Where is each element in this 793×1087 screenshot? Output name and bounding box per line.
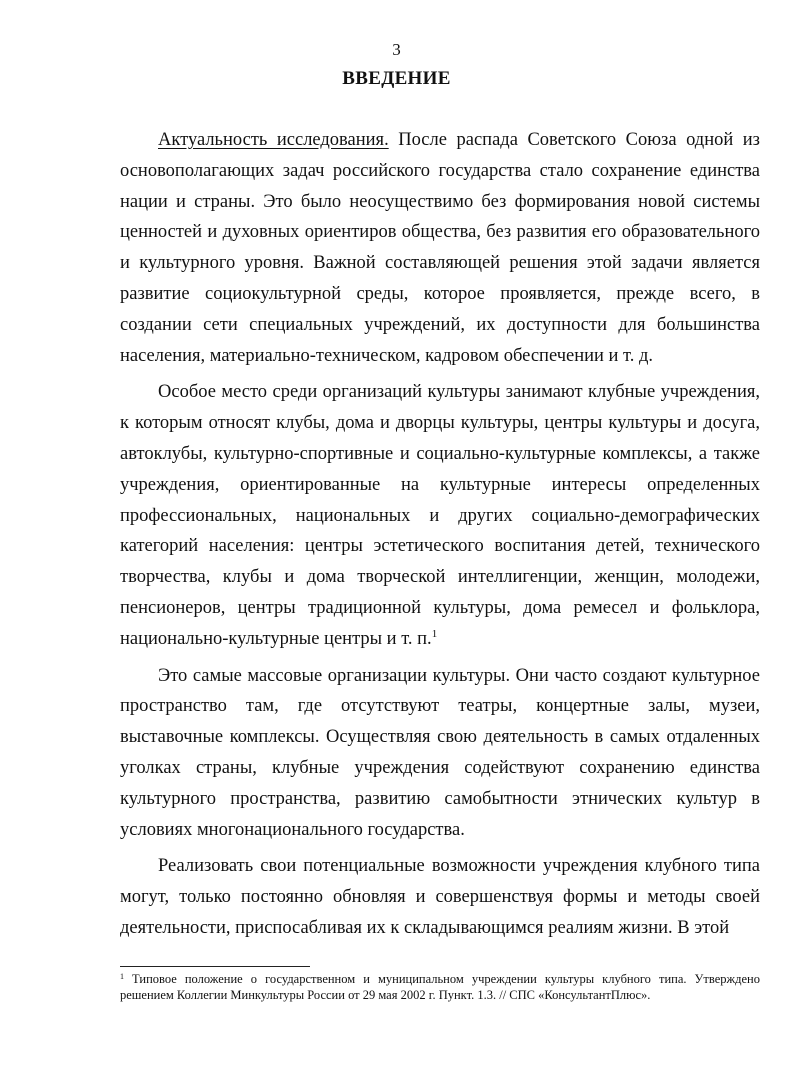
paragraph-lead: Актуальность исследования. — [158, 130, 389, 150]
footnote-reference: 1 — [431, 627, 438, 640]
footnote-marker: 1 — [120, 972, 124, 981]
body-text — [120, 125, 760, 944]
paragraph — [120, 377, 760, 654]
paragraph-text: Это самые массовые организации культуры. Они часто создают культурное пространство там, где отсутствуют театры, концертные залы, музеи, выставочные комплексы. Осуществляя свою деятельность в самых отдаленных уголках страны, клубные учреждения содействуют сохранению единства культурного пространства, развитию самобытности этнических культур в условиях многонационального государства. — [120, 665, 760, 840]
footnote-text: Типовое положение о государственном и муниципальном учреждении культуры клубного типа. Утверждено решением Коллегии Минкультуры России от 29 мая 2002 г. Пункт. 1.3. // СПС «КонсультантПлюс». — [120, 972, 760, 1002]
footnote-divider — [120, 966, 310, 967]
footnote — [120, 972, 760, 1003]
paragraph-text: Реализовать свои потенциальные возможности учреждения клубного типа могут, только постоянно обновляя и совершенствуя формы и методы своей деятельности, приспосабливая их к складывающимся реалиям жизни. В этой — [120, 856, 760, 938]
paragraph-text: Особое место среди организаций культуры занимают клубные учреждения, к которым относят клубы, дома и дворцы культуры, центры культуры и досуга, автоклубы, культурно-спортивные и социально-культурные комплексы, а также учреждения, ориентированные на культурные интересы определенных профессиональных, национальных и других социально-демографических категорий населения: центры эстетического воспитания детей, технического творчества, клубы и дома творческой интеллигенции, женщин, молодежи, пенсионеров, центры традиционной культуры, дома ремесел и фольклора, национально-культурные центры и т. п. — [120, 382, 760, 649]
paragraph — [120, 661, 760, 846]
paragraph-text: После распада Советского Союза одной из основополагающих задач российского государства стало сохранение единства нации и страны. Это было неосуществимо без формирования новой системы ценностей и духовных ориентиров общества, без развития его образовательного и культурного уровня. Важной составляющей решения этой задачи является развитие социокультурной среды, которое проявляется, прежде всего, в создании сети специальных учреждений, их доступности для большинства населения, материально-техническом, кадровом обеспечении и т. д. — [120, 130, 760, 366]
paragraph — [120, 125, 760, 371]
paragraph — [120, 851, 760, 943]
page-number: 3 — [392, 40, 401, 59]
section-heading: ВВЕДЕНИЕ — [342, 68, 451, 89]
